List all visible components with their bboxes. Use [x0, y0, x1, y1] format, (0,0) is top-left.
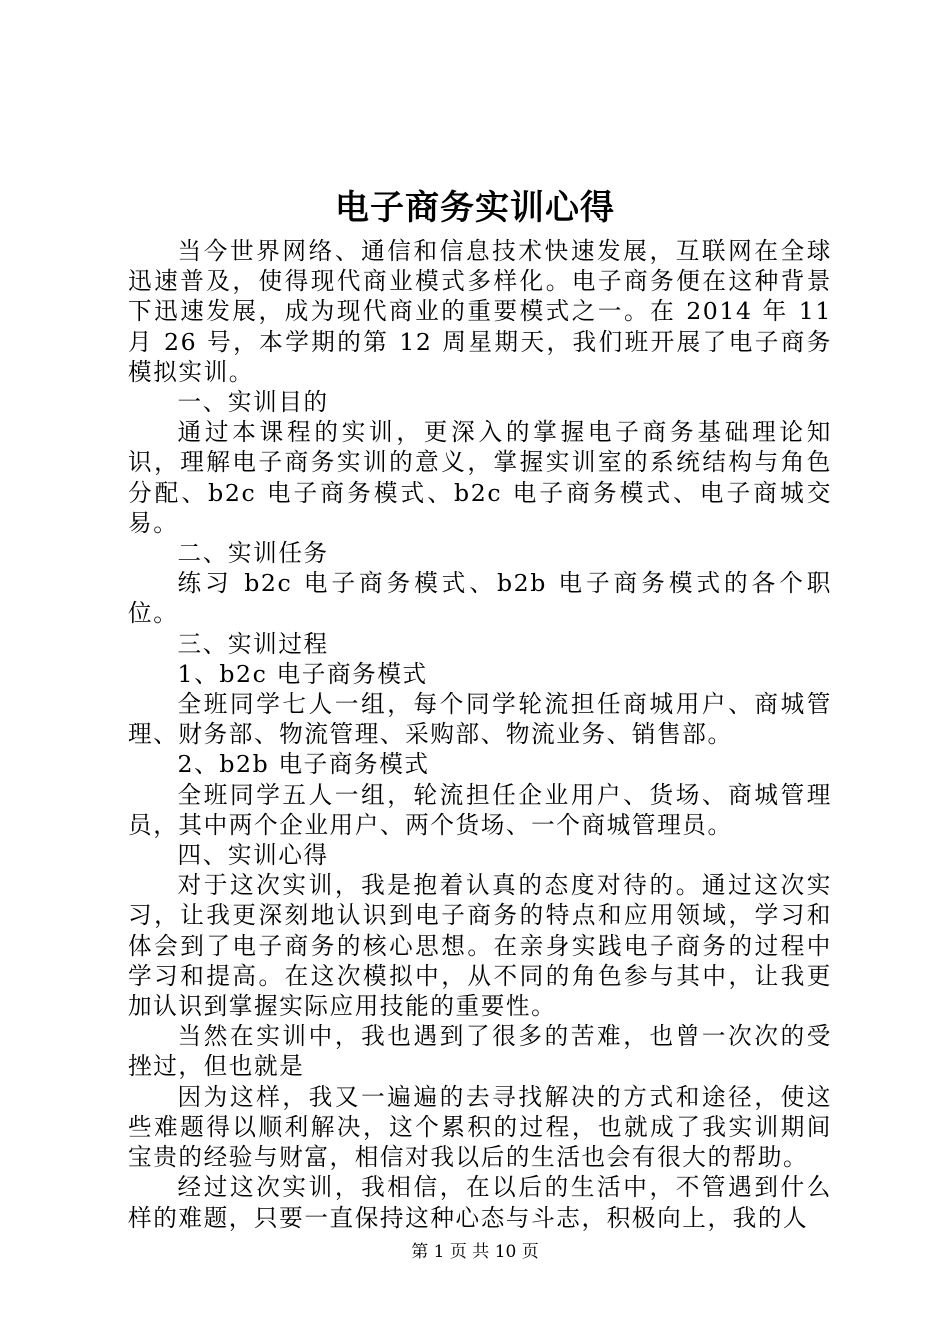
- paragraph-purpose: 通过本课程的实训，更深入的掌握电子商务基础理论知识，理解电子商务实训的意义，掌握实训室的系统结构与角色分配、b2c 电子商务模式、b2c 电子商务模式、电子商城交易。: [128, 418, 832, 537]
- paragraph-experience-3: 因为这样，我又一遍遍的去寻找解决的方式和途径，使这些难题得以顺利解决，这个累积的过程，也就成了我实训期间宝贵的经验与财富，相信对我以后的生活也会有很大的帮助。: [128, 1082, 832, 1172]
- document-body: [128, 236, 832, 1233]
- paragraph-experience-4: 经过这次实训，我相信，在以后的生活中，不管遇到什么样的难题，只要一直保持这种心态与斗志，积极向上，我的人: [128, 1173, 832, 1232]
- heading-task: 二、实训任务: [177, 539, 329, 568]
- paragraph-intro: 当今世界网络、通信和信息技术快速发展，互联网在全球迅速普及，使得现代商业模式多样化。电子商务便在这种背景下迅速发展，成为现代商业的重要模式之一。在 2014 年 11 月 26 号，本学期的第 12 周星期天，我们班开展了电子商务模拟实训。: [128, 237, 832, 386]
- paragraph-experience-1: 对于这次实训，我是抱着认真的态度对待的。通过这次实习，让我更深刻地认识到电子商务的特点和应用领域，学习和体会到了电子商务的核心思想。在亲身实践电子商务的过程中学习和提高。在这次模拟中，从不同的角色参与其中，让我更加认识到掌握实际应用技能的重要性。: [128, 871, 832, 1021]
- heading-purpose: 一、实训目的: [177, 388, 329, 417]
- subheading-b2b: 2、b2b 电子商务模式: [177, 750, 430, 779]
- page-number-footer: 第 1 页 共 10 页: [411, 1242, 539, 1262]
- heading-process: 三、实训过程: [177, 629, 329, 658]
- paragraph-experience-2: 当然在实训中，我也遇到了很多的苦难，也曾一次次的受挫过，但也就是: [128, 1022, 832, 1081]
- subheading-b2c: 1、b2c 电子商务模式: [177, 659, 428, 688]
- document-title: 电子商务实训心得: [335, 188, 615, 228]
- paragraph-b2c: 全班同学七人一组，每个同学轮流担任商城用户、商城管理、财务部、物流管理、采购部、物流业务、销售部。: [128, 690, 832, 749]
- paragraph-task: 练习 b2c 电子商务模式、b2b 电子商务模式的各个职位。: [128, 569, 832, 628]
- heading-experience: 四、实训心得: [177, 841, 329, 870]
- paragraph-b2b: 全班同学五人一组，轮流担任企业用户、货场、商城管理员，其中两个企业用户、两个货场、一个商城管理员。: [128, 780, 832, 839]
